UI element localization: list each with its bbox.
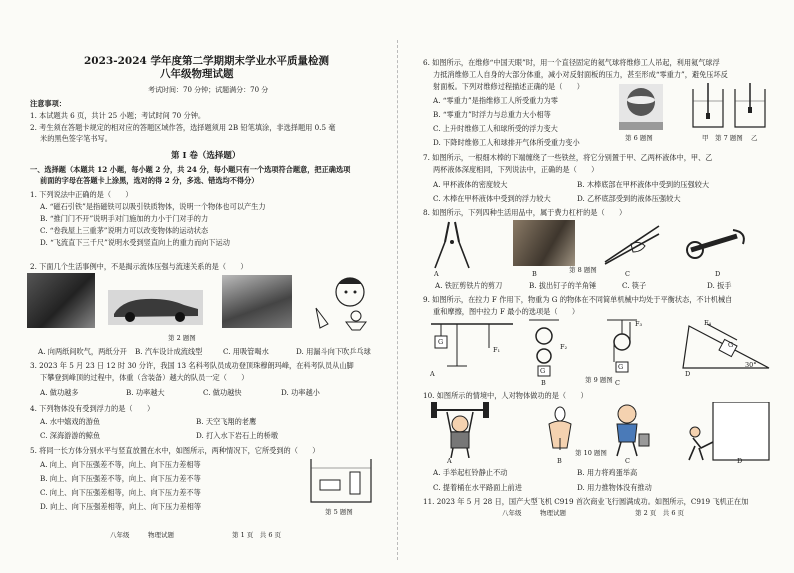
q3-stem: 3. 2023 年 5 月 23 日 12 时 30 分许，我国 13 名科考队员成功登顶珠穆朗玛峰，在科考队员从山脚 <box>30 361 354 370</box>
q10-figure-bucket <box>603 402 653 458</box>
q2-fig-label: 第 2 题图 <box>168 334 196 342</box>
q9-fig-label: 第 9 题图 <box>585 376 613 384</box>
footer-page: 第 2 页 共 6 页 <box>635 509 685 517</box>
q10-figure-push <box>681 402 771 462</box>
q8-option: C. 筷子 <box>622 281 647 290</box>
q1-option: C. “卷我屋上三重茅”说明力可以改变物体的运动状态 <box>40 226 209 235</box>
q2-option: B. 汽车设计成流线型 <box>135 347 203 356</box>
section-title: 第 I 卷（选择题） <box>171 151 241 161</box>
q9-letter-d: D <box>685 370 691 378</box>
q7-option: C. 木棒在甲杯液体中受到的浮力较大 <box>433 194 551 203</box>
q3-option: C. 做功越快 <box>203 388 242 397</box>
exam-title: 2023-2024 学年度第二学期期末学业水平质量检测 <box>84 55 329 67</box>
q9-g-label: G <box>438 338 444 346</box>
q9-force-label: F₄ <box>704 319 712 327</box>
q7-stem: 7. 如图所示，一根细木棒的下端缠绕了一些铁丝，将它分别置于甲、乙两杯液体中，甲、乙 <box>423 153 713 162</box>
notice-item: 2. 考生须在答题卡规定的相对应的答题区域作答，选择题须用 2B 铅笔填涂，非选择题用 0.5 毫 <box>30 123 336 132</box>
q4-option: B. 天空飞翔的老鹰 <box>196 417 257 426</box>
q8-figure-shears <box>427 220 477 270</box>
footer-grade: 八年级 <box>502 509 522 517</box>
q7-figure-beakers <box>691 83 771 135</box>
q9-figure-incline <box>679 322 775 372</box>
q3-option: D. 功率越小 <box>281 388 320 397</box>
q7-fig-label: 第 7 题图 <box>715 134 743 142</box>
notice-item: 米的黑色签字笔书写。 <box>40 134 112 143</box>
q8-option: D. 扳手 <box>707 281 732 290</box>
q6-option: D. 下降时维修工人和球排开气体所受重力变小 <box>433 138 580 147</box>
q4-option: C. 深海游游的鲸鱼 <box>40 431 101 440</box>
q6-stem: 6. 如图所示，在维修“中国天眼”时，用一个直径固定的氦气球将维修工人吊起，利用氦气球浮 <box>423 58 720 67</box>
footer-page: 第 1 页 共 6 页 <box>232 531 282 539</box>
q10-stem: 10. 如图所示的情境中，人对物体做功的是（ ） <box>423 391 588 400</box>
q8-option: B. 拔出钉子的羊角锤 <box>529 281 597 290</box>
q1-stem: 1. 下列说法中正确的是（ ） <box>30 190 133 199</box>
q7-stem: 两杯液体深度相同，下列说法中，正确的是（ ） <box>433 165 599 174</box>
q6-fig-label: 第 6 题图 <box>625 134 653 142</box>
q9-force-label: F₁ <box>493 346 501 354</box>
q10-option: B. 用力将鸡蛋举高 <box>577 468 638 477</box>
q5-fig-label: 第 5 题图 <box>325 508 353 516</box>
q9-force-label: F₃ <box>635 320 643 328</box>
q8-option: A. 铁匠剪铁片的剪刀 <box>435 281 503 290</box>
q10-letter-b: B <box>557 457 562 465</box>
q9-letter-b: B <box>541 379 546 387</box>
q2-photo-blow-paper <box>27 273 95 328</box>
q9-stem: 9. 如图所示，在拉力 F 作用下，物重为 G 的物体在不同简单机械中均处于平衡状态，不计机械自 <box>423 295 733 304</box>
q6-figure-balloon <box>619 84 663 130</box>
q10-figure-barbell <box>429 402 491 458</box>
q11-stem: 11. 2023 年 5 月 28 日，国产大型飞机 C919 首次商业飞行圆满成功。如图所示，C919 飞机正在加 <box>423 497 749 506</box>
notice-item: 1. 本试题共 6 页，共计 25 小题；考试时间 70 分钟。 <box>30 111 206 120</box>
q9-g-label: G <box>618 363 624 371</box>
q5-option: C. 向上、向下压强差相等，向上、向下压力差不等 <box>40 488 201 497</box>
q9-g-label: G <box>540 367 546 375</box>
q1-option: B. “推门门不开”说明手对门施加的力小于门对手的力 <box>40 214 209 223</box>
q2-photo-car <box>108 290 203 325</box>
q6-option: C. 上升时维修工人和球所受的浮力变大 <box>433 124 558 133</box>
q10-letter-a: A <box>447 457 452 465</box>
q8-letter-c: C <box>625 270 630 278</box>
q4-option: A. 水中嬉戏的游鱼 <box>40 417 101 426</box>
footer-subject: 物理试题 <box>148 531 174 539</box>
q2-option: C. 用吸管喝水 <box>223 347 269 356</box>
q5-option: D. 向上、向下压强差相等，向上、向下压力差相等 <box>40 502 202 511</box>
q2-option: A. 向两纸间吹气，两纸分开 <box>38 347 127 356</box>
footer-grade: 八年级 <box>110 531 130 539</box>
q3-option: B. 功率越大 <box>126 388 165 397</box>
q10-option: C. 提着桶在水平路面上前进 <box>433 483 522 492</box>
q8-stem: 8. 如图所示，下列四种生活用品中，属于费力杠杆的是（ ） <box>423 208 627 217</box>
q7-option: B. 木棒底部在甲杯液体中受到的压强较大 <box>577 180 710 189</box>
q1-option: A. “磁石引铁”是指磁铁可以吸引铁质物体，说明一个物体也可以产生力 <box>40 202 266 211</box>
q1-option: D. “飞流直下三千尺”说明水受到竖直向上的重力而向下运动 <box>40 238 230 247</box>
exam-info: 考试时间：70 分钟；试题满分：70 分 <box>148 86 269 94</box>
section-intro: 前面的字母在答题卡上涂黑，选对的得 2 分，多选、错选均不得分） <box>40 176 259 185</box>
q8-photo-hammer <box>513 220 575 266</box>
q2-option: D. 用漏斗向下吹乒乓球 <box>296 347 371 356</box>
q7-option: A. 甲杯液体的密度较大 <box>433 180 508 189</box>
q8-letter-d: D <box>715 270 721 278</box>
q9-force-label: F₂ <box>560 343 568 351</box>
q5-figure-tank <box>310 458 372 503</box>
footer-subject: 物理试题 <box>540 509 566 517</box>
q9-angle-label: 30° <box>745 361 757 369</box>
q8-figure-chopsticks <box>601 222 663 266</box>
q7-jia-label: 甲 <box>702 134 709 142</box>
q6-option: B. “零重力”时浮力与总重力大小相等 <box>433 110 551 119</box>
q5-option: A. 向上、向下压强差不等，向上、向下压力差相等 <box>40 460 201 469</box>
q2-stem: 2. 下面几个生活事例中，不是揭示流体压强与流速关系的是（ ） <box>30 262 248 271</box>
q5-stem: 5. 将同一长方体分别水平与竖直放置在水中，如图所示，两种情况下，它所受到的（ ） <box>30 446 320 455</box>
q9-letter-a: A <box>430 370 435 378</box>
q4-option: D. 打入水下岩石上的桥墩 <box>196 431 278 440</box>
q10-option: A. 手举起杠铃静止不动 <box>433 468 508 477</box>
q8-fig-label: 第 8 题图 <box>569 266 597 274</box>
q5-option: B. 向上、向下压强差不等，向上、向下压力差不等 <box>40 474 201 483</box>
q6-stem: 力抵消维修工人自身的大部分体重，减小对反射面板的压力，甚至形成“零重力”，避免压坏反 <box>433 70 728 79</box>
q8-letter-b: B <box>532 270 537 278</box>
q10-letter-d: D <box>737 457 743 465</box>
page-right <box>397 0 794 573</box>
q9-g-label: G <box>728 341 734 349</box>
q10-option: D. 用力推物体没有推动 <box>577 483 652 492</box>
q2-drawing-funnel <box>298 272 376 332</box>
q9-stem: 重和摩擦，图中拉力 F 最小的选项是（ ） <box>433 307 580 316</box>
section-intro: 一、选择题（本题共 12 小题，每小题 2 分，共 24 分，每小题只有一个选项符合题意，把正确选项 <box>30 165 351 174</box>
q7-yi-label: 乙 <box>751 134 758 142</box>
q6-option: A. “零重力”是指维修工人所受重力为零 <box>433 96 558 105</box>
q6-stem: 射面板。下列对维修过程描述正确的是（ ） <box>433 82 584 91</box>
q3-stem: 下攀登到峰顶的过程中，体重（含装备）越大的队员一定（ ） <box>40 373 249 382</box>
q2-photo-straw <box>222 275 292 328</box>
q4-stem: 4. 下列物体没有受到浮力的是（ ） <box>30 404 155 413</box>
q7-option: D. 乙杯底部受到的液体压强较大 <box>577 194 681 203</box>
q3-option: A. 做功越多 <box>40 388 79 397</box>
q8-figure-wrench <box>683 224 749 264</box>
notice-heading: 注意事项： <box>30 99 66 108</box>
q10-fig-label: 第 10 题图 <box>575 449 607 457</box>
q10-figure-egg <box>535 404 585 454</box>
q10-letter-c: C <box>625 457 630 465</box>
exam-subtitle: 八年级物理试题 <box>160 68 234 80</box>
q9-letter-c: C <box>615 379 620 387</box>
q8-letter-a: A <box>434 270 439 278</box>
